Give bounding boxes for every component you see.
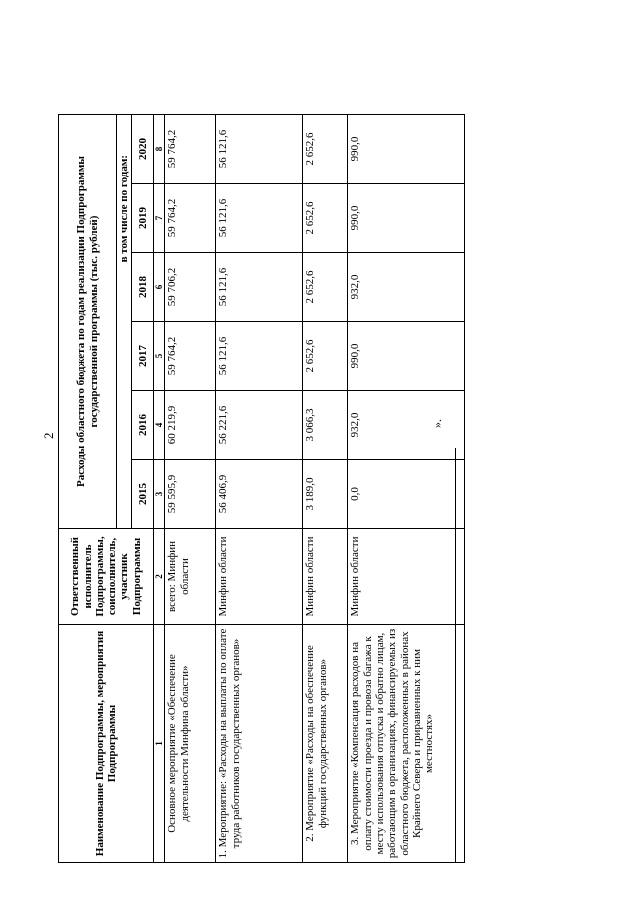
row-executor: Минфин области xyxy=(216,529,303,625)
value-cell: 56 406,9 xyxy=(216,460,303,529)
column-number: 2 xyxy=(154,529,165,625)
row-executor: Минфин области xyxy=(303,529,348,625)
value-cell: 990,0 xyxy=(348,115,465,184)
value-cell: 56 121,6 xyxy=(216,184,303,253)
row-name: Основное мероприятие «Обеспечение деятельности Минфина области» xyxy=(165,625,216,863)
value-cell: 59 764,2 xyxy=(165,184,216,253)
value-cell: 59 764,2 xyxy=(165,322,216,391)
value-cell: 3 189,0 xyxy=(303,460,348,529)
document-sheet xyxy=(58,33,628,863)
year-header: 2020 xyxy=(132,115,154,184)
header-name: Наименование Подпрограммы, мероприятия Подпрограммы xyxy=(59,625,154,863)
value-cell: 0,0 xyxy=(348,460,465,529)
column-number: 7 xyxy=(154,184,165,253)
header-executor: Ответственный исполнитель Подпрограммы, соисполнитель, участник Подпрограммы xyxy=(59,529,154,625)
value-cell: 932,0 xyxy=(348,391,465,460)
row-name: 3. Мероприятие «Компенсация расходов на оплату стоимости проезда и провоза багажа к месту использования отпуска и обратно лицам, работающим в организациях, финансируемых из областного бюджета, расположенных в районах Крайнего Севера и приравненных к ним местностях» xyxy=(348,625,465,863)
row-executor: всего: Минфин области xyxy=(165,529,216,625)
value-cell: 56 221,6 xyxy=(216,391,303,460)
value-cell: 59 595,9 xyxy=(165,460,216,529)
closing-quote-mark: ». xyxy=(430,419,444,428)
column-number: 6 xyxy=(154,253,165,322)
closing-underline xyxy=(455,448,456,863)
column-number: 1 xyxy=(154,625,165,863)
row-name: 2. Мероприятие «Расходы на обеспечение функций государственных органов» xyxy=(303,625,348,863)
value-cell: 2 652,6 xyxy=(303,115,348,184)
table-row xyxy=(303,115,348,863)
value-cell: 2 652,6 xyxy=(303,184,348,253)
value-cell: 990,0 xyxy=(348,184,465,253)
value-cell: 932,0 xyxy=(348,253,465,322)
table-row xyxy=(216,115,303,863)
value-cell: 56 121,6 xyxy=(216,253,303,322)
column-number: 4 xyxy=(154,391,165,460)
value-cell: 990,0 xyxy=(348,322,465,391)
value-cell: 2 652,6 xyxy=(303,253,348,322)
column-number-row xyxy=(154,115,165,863)
value-cell: 2 652,6 xyxy=(303,322,348,391)
value-cell: 3 066,3 xyxy=(303,391,348,460)
value-cell: 56 121,6 xyxy=(216,115,303,184)
column-number: 3 xyxy=(154,460,165,529)
year-header: 2015 xyxy=(132,460,154,529)
year-header: 2017 xyxy=(132,322,154,391)
row-executor: Минфин области xyxy=(348,529,465,625)
column-number: 5 xyxy=(154,322,165,391)
year-header: 2019 xyxy=(132,184,154,253)
header-expenses: Расходы областного бюджета по годам реализации Подпрограммы государственной программы (тыс. рублей) xyxy=(59,115,117,529)
row-name: 1. Мероприятие: «Расходы на выплаты по оплате труда работников государственных органов» xyxy=(216,625,303,863)
program-expenses-table xyxy=(58,114,465,863)
header-by-years: в том числе по годам: xyxy=(117,115,132,529)
value-cell: 60 219,9 xyxy=(165,391,216,460)
table-row xyxy=(165,115,216,863)
value-cell: 56 121,6 xyxy=(216,322,303,391)
value-cell: 59 706,2 xyxy=(165,253,216,322)
page-number: 2 xyxy=(41,432,56,439)
column-number: 8 xyxy=(154,115,165,184)
year-header: 2016 xyxy=(132,391,154,460)
year-header: 2018 xyxy=(132,253,154,322)
closing-line xyxy=(443,448,457,863)
value-cell: 59 764,2 xyxy=(165,115,216,184)
